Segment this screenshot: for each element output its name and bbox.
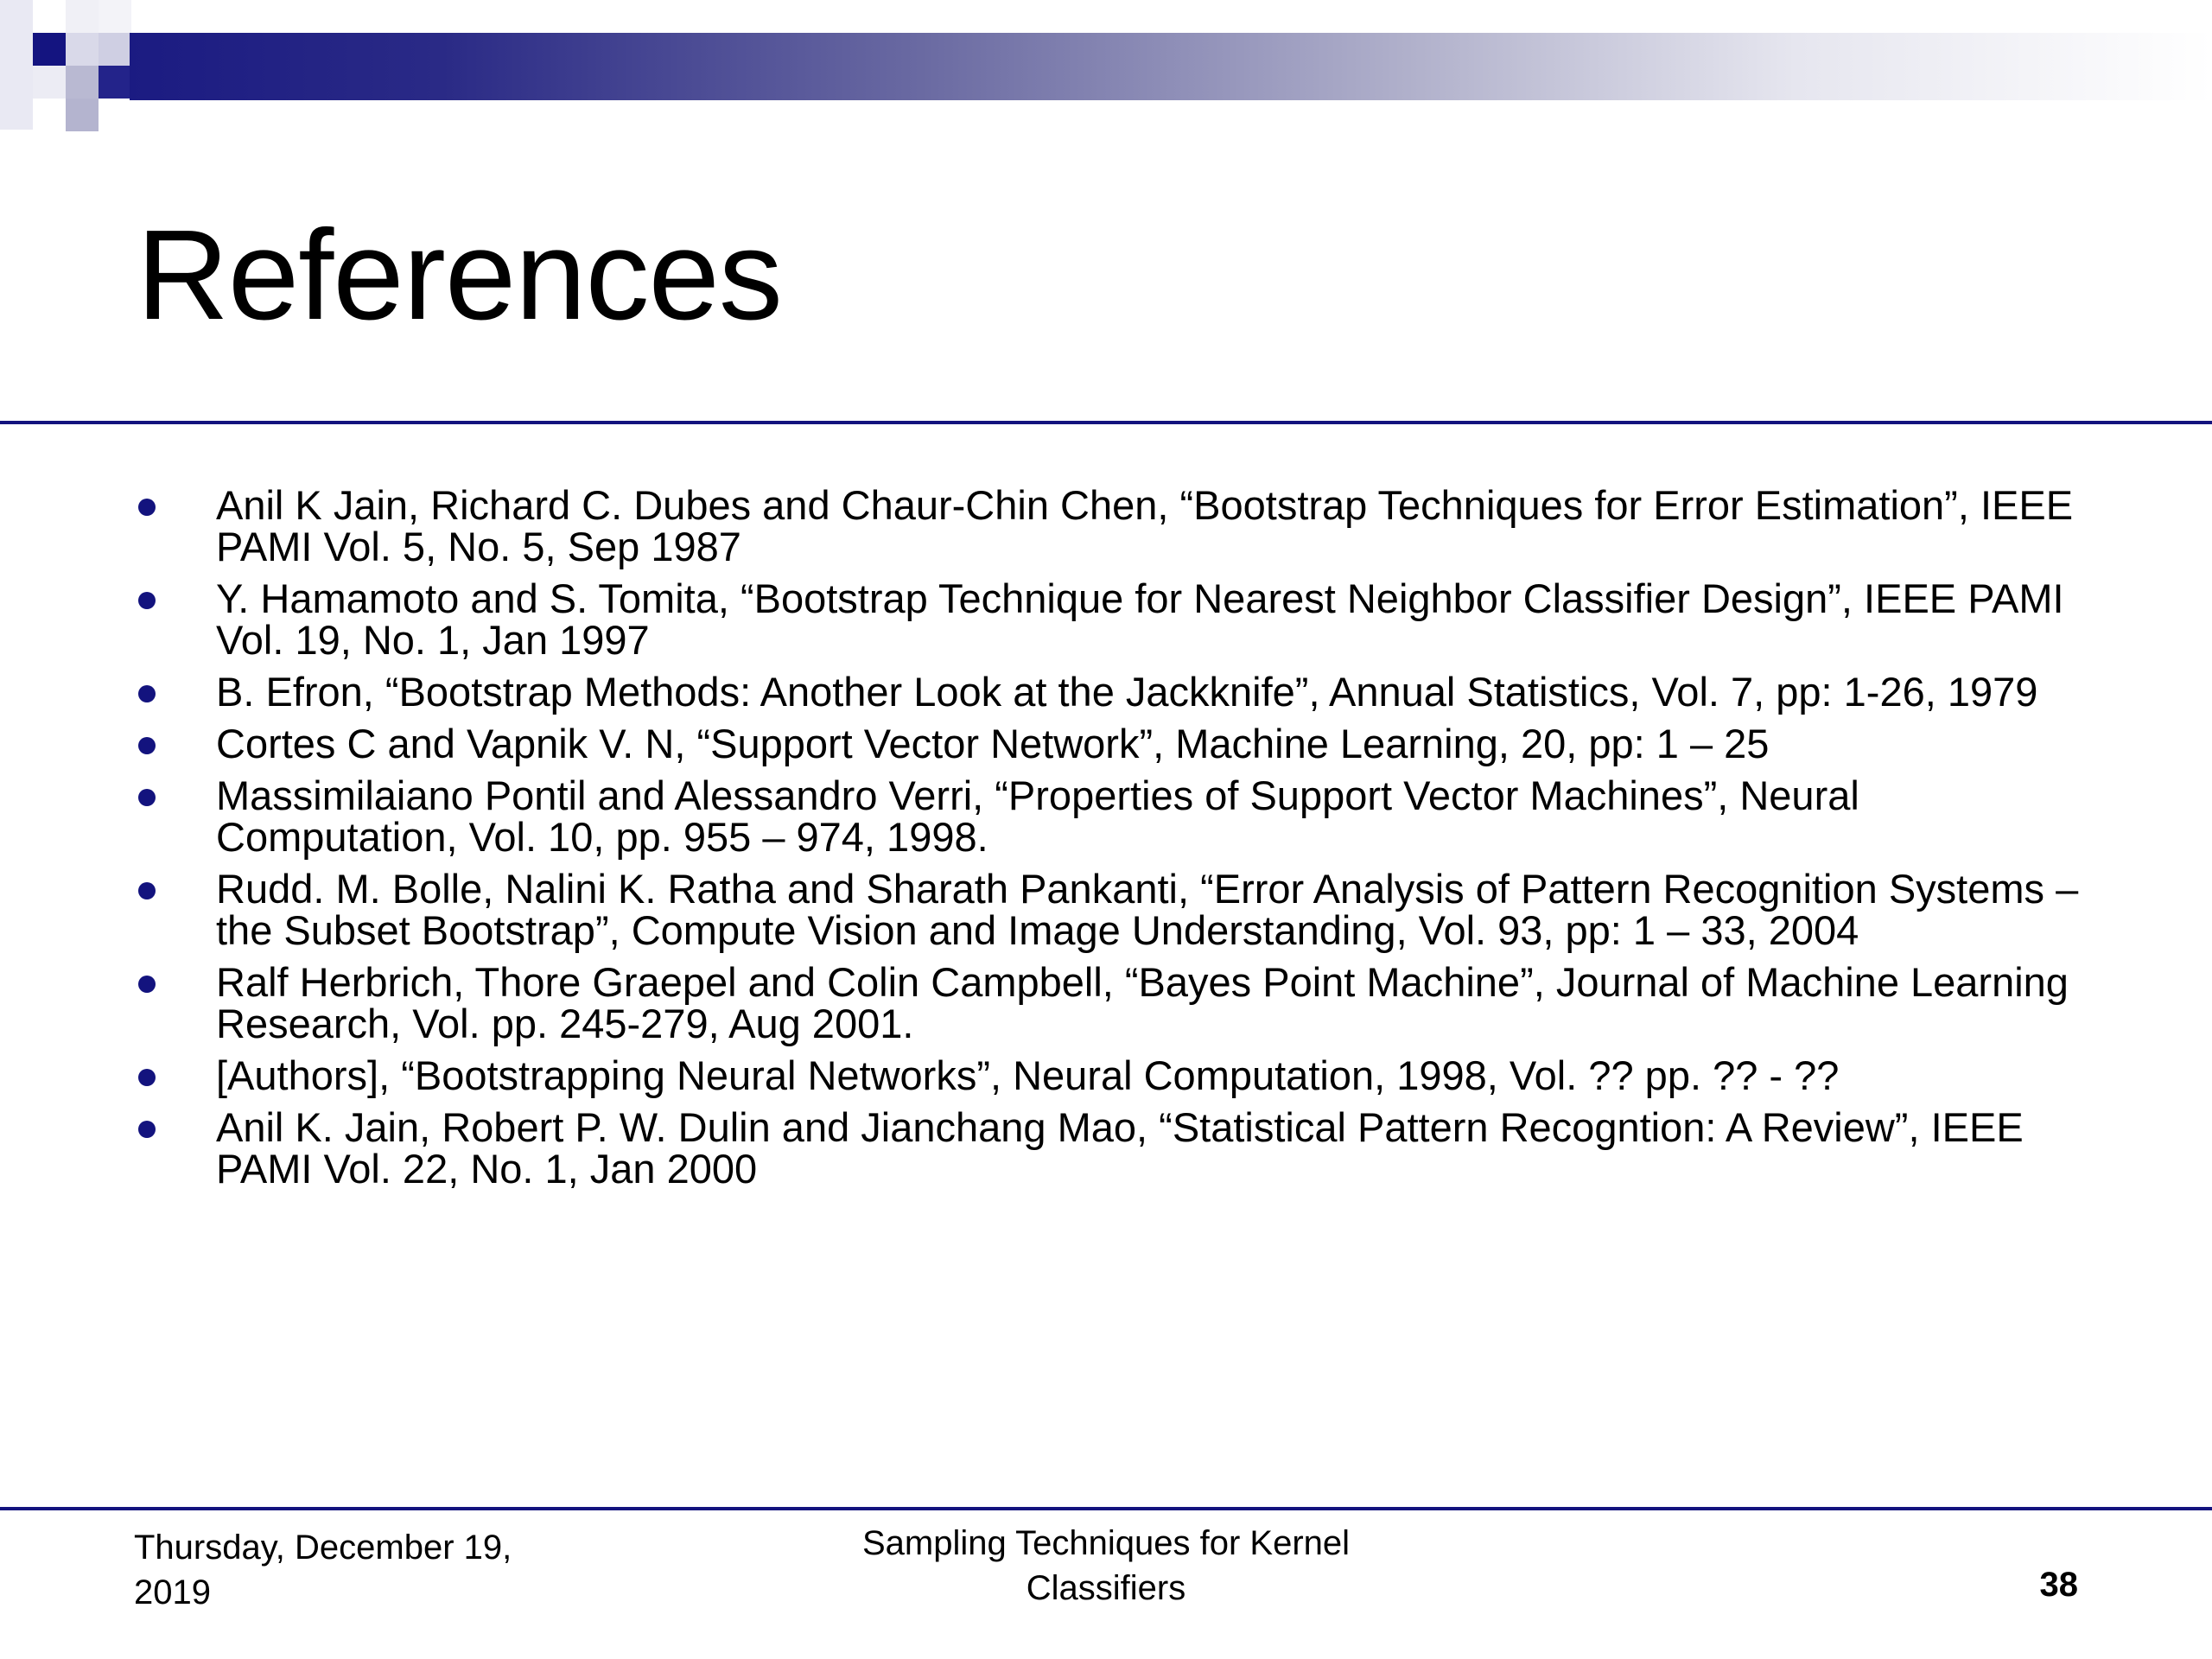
bullet-icon — [138, 1069, 156, 1086]
bullet-icon — [138, 882, 156, 899]
header-decoration-square — [66, 33, 99, 66]
header-decoration-square — [66, 0, 99, 33]
reference-item — [134, 482, 2095, 569]
reference-item — [134, 723, 2095, 765]
reference-item — [134, 772, 2095, 860]
reference-item — [134, 575, 2095, 663]
reference-text: Ralf Herbrich, Thore Graepel and Colin Campbell, “Bayes Point Machine”, Journal of Machine Learning Research, Vol. pp. 245-279, Aug 2001. — [216, 959, 2069, 1046]
reference-text: [Authors], “Bootstrapping Neural Networks”, Neural Computation, 1998, Vol. ?? pp. ?? - ?? — [216, 1052, 1840, 1098]
reference-text: Rudd. M. Bolle, Nalini K. Ratha and Sharath Pankanti, “Error Analysis of Pattern Recognition Systems – the Subset Bootstrap”, Compute Vision and Image Understanding, Vol. 93, pp: 1 – 33, 2004 — [216, 866, 2079, 953]
reference-item — [134, 671, 2095, 713]
bullet-icon — [138, 499, 156, 516]
footer-divider — [0, 1507, 2212, 1510]
bullet-icon — [138, 976, 156, 993]
header-decoration-square — [33, 66, 66, 99]
header-gradient-band — [130, 33, 2212, 100]
reference-list — [134, 482, 2095, 1200]
footer-presentation-title: Sampling Techniques for Kernel Classifiers — [861, 1524, 1351, 1607]
reference-item — [134, 959, 2095, 1046]
reference-text: B. Efron, “Bootstrap Methods: Another Look at the Jackknife”, Annual Statistics, Vol. 7, pp: 1-26, 1979 — [216, 669, 2038, 715]
header-decoration-square — [99, 0, 131, 33]
header-decoration-square — [0, 0, 33, 130]
bullet-icon — [138, 685, 156, 702]
reference-item — [134, 868, 2095, 951]
header-decoration-square — [99, 33, 131, 66]
slide-title: References — [137, 204, 782, 346]
reference-item — [134, 1104, 2095, 1192]
bullet-icon — [138, 737, 156, 754]
bullet-icon — [138, 789, 156, 806]
footer-date: Thursday, December 19, 2019 — [134, 1529, 512, 1611]
slide-page-number: 38 — [2039, 1566, 2078, 1604]
header-decoration-square — [99, 66, 131, 99]
reference-text: Y. Hamamoto and S. Tomita, “Bootstrap Technique for Nearest Neighbor Classifier Design”, IEEE PAMI Vol. 19, No. 1, Jan 1997 — [216, 575, 2064, 663]
header-decoration-square — [66, 99, 99, 131]
header-decoration-square — [33, 33, 66, 66]
reference-item — [134, 1052, 2095, 1098]
reference-text: Massimilaiano Pontil and Alessandro Verri, “Properties of Support Vector Machines”, Neural Computation, Vol. 10, pp. 955 – 974, 1998. — [216, 772, 1859, 860]
reference-text: Anil K Jain, Richard C. Dubes and Chaur-Chin Chen, “Bootstrap Techniques for Error Estimation”, IEEE PAMI Vol. 5, No. 5, Sep 1987 — [216, 482, 2074, 569]
title-divider — [0, 421, 2212, 424]
reference-text: Anil K. Jain, Robert P. W. Dulin and Jianchang Mao, “Statistical Pattern Recogntion: A Review”, IEEE PAMI Vol. 22, No. 1, Jan 2000 — [216, 1104, 2024, 1192]
reference-text: Cortes C and Vapnik V. N, “Support Vector Network”, Machine Learning, 20, pp: 1 – 25 — [216, 721, 1770, 766]
bullet-icon — [138, 1121, 156, 1138]
bullet-icon — [138, 592, 156, 609]
header-decoration-square — [66, 66, 99, 99]
